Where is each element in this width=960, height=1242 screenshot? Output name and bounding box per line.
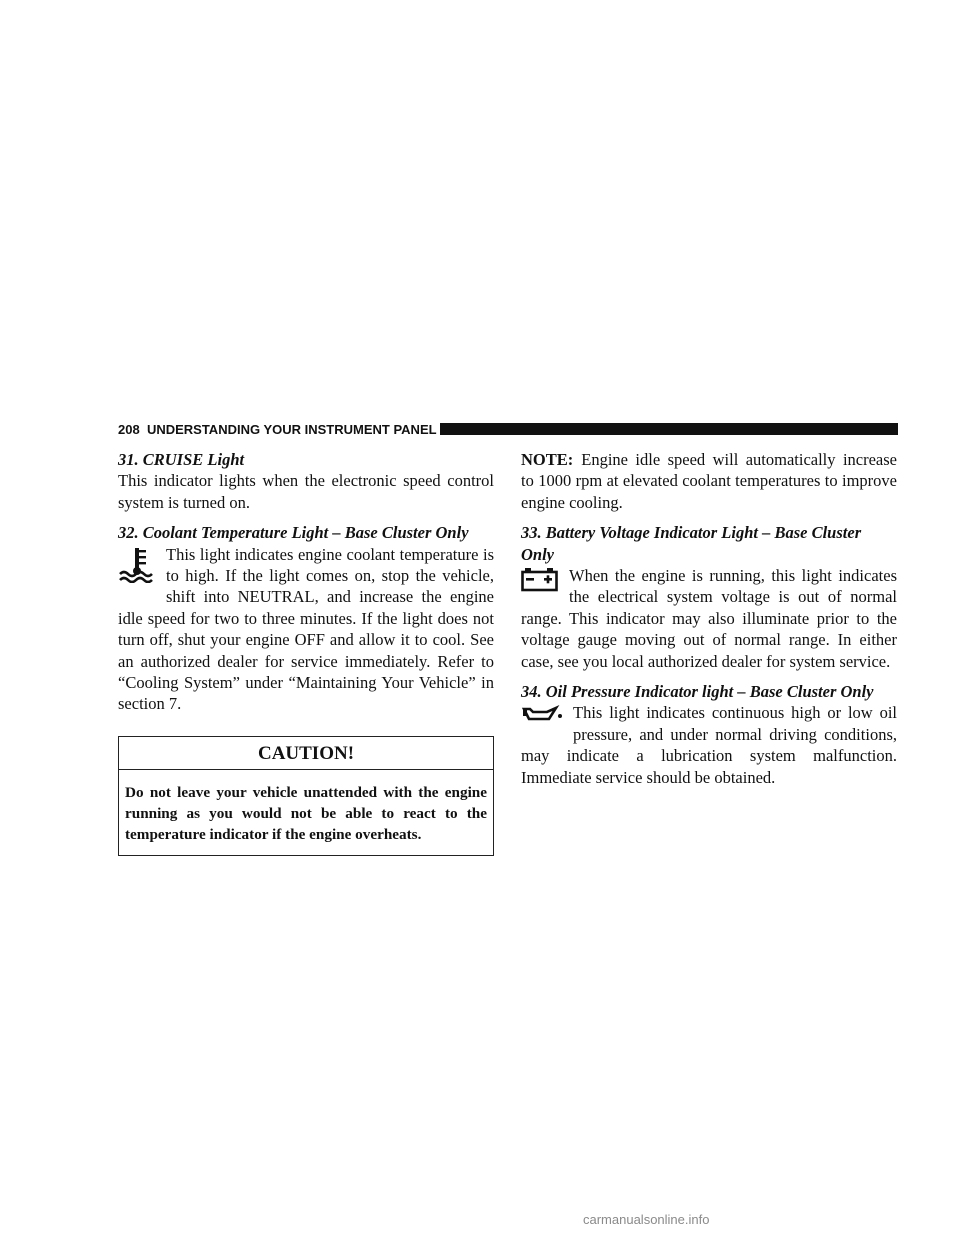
coolant-temperature-icon — [118, 547, 156, 583]
note-body: Engine idle speed will automatically increase to 1000 rpm at elevated coolant temperatures to improve engine cooling. — [521, 450, 897, 512]
caution-title: CAUTION! — [119, 737, 493, 770]
page-number: 208 — [118, 422, 140, 437]
left-column — [118, 449, 494, 856]
item33-body — [521, 565, 897, 672]
watermark-text: carmanualsonline.info — [583, 1212, 710, 1227]
note-paragraph — [521, 449, 897, 513]
item33-body-text: When the engine is running, this light indicates the electrical system voltage is out of normal range. This indicator may also illuminate prior to the voltage gauge moving out of normal range. In either case, see you local authorized dealer for system service. — [521, 566, 897, 671]
section-title: UNDERSTANDING YOUR INSTRUMENT PANEL — [146, 422, 437, 437]
item33-heading: 33. Battery Voltage Indicator Light – Base Cluster Only — [521, 523, 862, 564]
item33-block — [521, 565, 897, 672]
header-rule — [440, 423, 898, 435]
item34-body — [521, 702, 897, 788]
item34-body-text: This light indicates continuous high or low oil pressure, and under normal driving conditions, may indicate a lubrication system malfunction. Immediate service should be obtained. — [521, 703, 897, 787]
caution-box — [118, 736, 494, 856]
oil-can-icon — [521, 705, 563, 723]
caution-body: Do not leave your vehicle unattended with the engine running as you would not be able to react to the temperature indicator if the engine overheats. — [125, 783, 487, 843]
item32-block — [118, 544, 494, 715]
note-label: NOTE: — [521, 450, 574, 469]
item32-heading: 32. Coolant Temperature Light – Base Cluster Only — [118, 523, 469, 543]
item31-body: This indicator lights when the electronic speed control system is turned on. — [118, 471, 494, 512]
page-header — [118, 421, 898, 439]
battery-icon — [521, 568, 559, 592]
page-header-text — [118, 421, 437, 439]
right-column — [521, 449, 897, 788]
item34-block — [521, 702, 897, 788]
item32-body-text: This light indicates engine coolant temperature is to high. If the light comes on, stop the vehicle, shift into NEUTRAL, and increase the engine idle speed for two to three minutes. If the light does not turn off, shut your engine OFF and allow it to cool. See an authorized dealer for service immediately. Refer to “Cooling System” under “Maintaining Your Vehicle” in section 7. — [118, 544, 494, 714]
item32-body — [118, 544, 494, 715]
item34-heading: 34. Oil Pressure Indicator light – Base Cluster Only — [521, 682, 874, 702]
item31-heading: 31. CRUISE Light — [118, 450, 245, 469]
